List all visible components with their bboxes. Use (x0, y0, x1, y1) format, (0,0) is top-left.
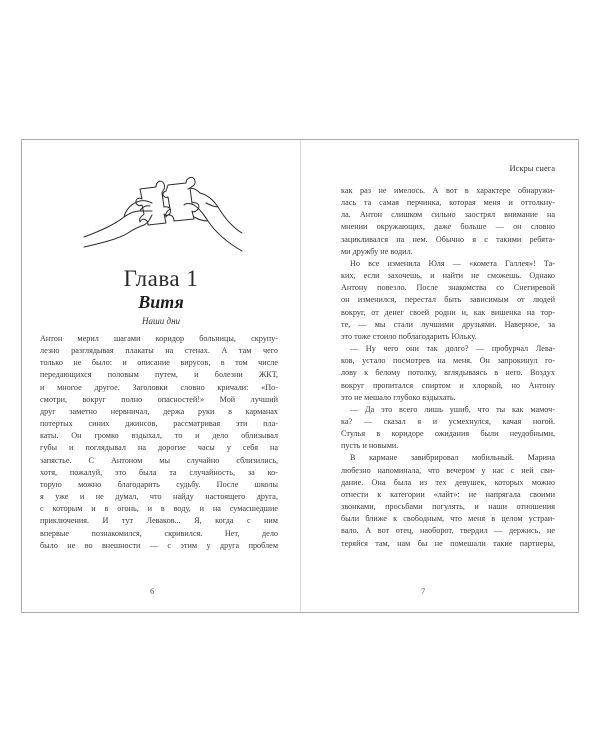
left-body-text (40, 333, 278, 552)
text-line: дание. Она была из тех девушек, которых можно (341, 477, 555, 487)
text-line: отнести к категории «лайт»: не напрягала своими (341, 489, 555, 499)
text-line: ка? — сказал я и усмехнулся, качая ногой. (341, 416, 555, 426)
page-number: 7 (421, 586, 426, 596)
chapter-title: Глава 1 (123, 266, 199, 291)
text-line: лезно разглядывая плакаты на стенах. А там чего (40, 346, 278, 356)
left-page (22, 140, 300, 612)
chapter-subtitle: Наши дни (141, 316, 181, 326)
text-line: пусть и новыми. (341, 441, 399, 451)
text-line: теряйся там, нам бы не помешали такие партнеры, (341, 538, 555, 548)
text-line: вокруг пропитался спиртом и хлоркой, но Антону (341, 380, 555, 390)
text-line: Антон мерил шагами коридор больницы, скрупу- (40, 334, 278, 343)
text-line: вало. А вот отец, наоборот, твердил — держись, не (341, 526, 555, 536)
text-line: лову к белому потолку, вглядываясь в него. Воздух (341, 368, 555, 378)
text-line: вокруг, от денег своей родни и, как вишенка на тор- (341, 307, 555, 317)
text-line: передающихся половым путем, и болезни ЖКТ, (40, 370, 278, 380)
text-line: ла. Антон слишком сильно заострял внимание на (341, 210, 555, 220)
book-spread (21, 139, 579, 613)
text-line: ких, если захочешь, и найти не сможешь. Однако (341, 271, 555, 281)
text-line: Стулья в коридоре ожидания были неудобными, (341, 429, 555, 439)
text-line: как раз не имелось. А вот в характере обнаружи- (341, 186, 555, 195)
text-line: В кармане завибрировал мобильный. Марина (350, 453, 555, 463)
text-line: это не мешало глубоко вздыхать. (341, 392, 456, 402)
running-head: Искры снега (509, 163, 555, 173)
text-line: лась та самая перчинка, которая меня и оттолкну- (341, 198, 555, 208)
text-line: смотри, вокруг полно опасностей!» Мой лучший (40, 394, 278, 404)
text-line: зацикливался на нем. Обычно я с такими ребята- (341, 234, 555, 244)
text-line: он изменился, перестал быть зависимым от людей (341, 295, 555, 305)
right-page (301, 140, 579, 612)
text-line: звонками, просьбами погулять, и наши отношения (341, 502, 555, 512)
text-line: только не было: и описание вирусов, в том числе (40, 358, 278, 368)
text-line: потертых синих джинсов, рассматривая эти пла- (40, 419, 278, 429)
text-line: хотя, пожалуй, это была та случайность, за ко- (40, 467, 278, 477)
text-line: — Ну чего они так долго? — пробурчал Лева- (350, 344, 555, 354)
text-line: впервые познакомился, скривился. Нет, дело (40, 528, 278, 538)
text-line: я уже и не думал, что найду настоящего друга, (40, 492, 278, 502)
text-line: губы и поглядывал на дорогие часы у себя на (40, 443, 278, 453)
text-line: запястье. С Антоном мы случайно сблизились, (40, 455, 278, 465)
text-line: те, — мы стали лучшими друзьями. Наверное, за (341, 319, 555, 329)
text-line: друг заметно нервничал, держа руки в карманах (40, 406, 278, 416)
text-line: Но все изменила Юля — «комета Галлея»! Та- (350, 258, 555, 268)
text-line: и многое другое. Заголовки словно кричали: «По- (40, 382, 278, 392)
text-line: — Да это всего лишь ушиб, что ты как мамоч- (350, 404, 555, 414)
page-number: 6 (150, 586, 155, 596)
text-line: любезно напоминала, что вечером у нас с ней сви- (341, 465, 555, 475)
text-line: Антону повезло. После знакомства со Снегиревой (341, 283, 555, 293)
right-body-text (341, 185, 555, 550)
text-line: приключения. И тут Леваков... Я, когда с ним (40, 516, 278, 526)
text-line: это тоже стоило поблагодарить Юльку. (341, 331, 477, 341)
text-line: мнении окружающих, даже больше — он словно (341, 222, 555, 232)
text-line: были ближе к свободным, что меня в целом устраи- (341, 514, 555, 524)
text-line: торую можно благодарить судьбу. После школы (40, 479, 278, 489)
text-line: ков, устало посмотрев на меня. Он запрокинул го- (341, 356, 555, 366)
text-line: с которым и в огонь, и в воду, и на сумасшедшие (40, 504, 278, 514)
text-line: каты. Он громко вздыхал, то и дело облизывал (40, 431, 278, 441)
text-line: ми дружбу не водил. (341, 246, 413, 256)
text-line: было не во внешности — с этим у друга проблем (40, 540, 278, 550)
chapter-name: Витя (138, 292, 184, 312)
hands-puzzle-illustration (82, 159, 244, 255)
